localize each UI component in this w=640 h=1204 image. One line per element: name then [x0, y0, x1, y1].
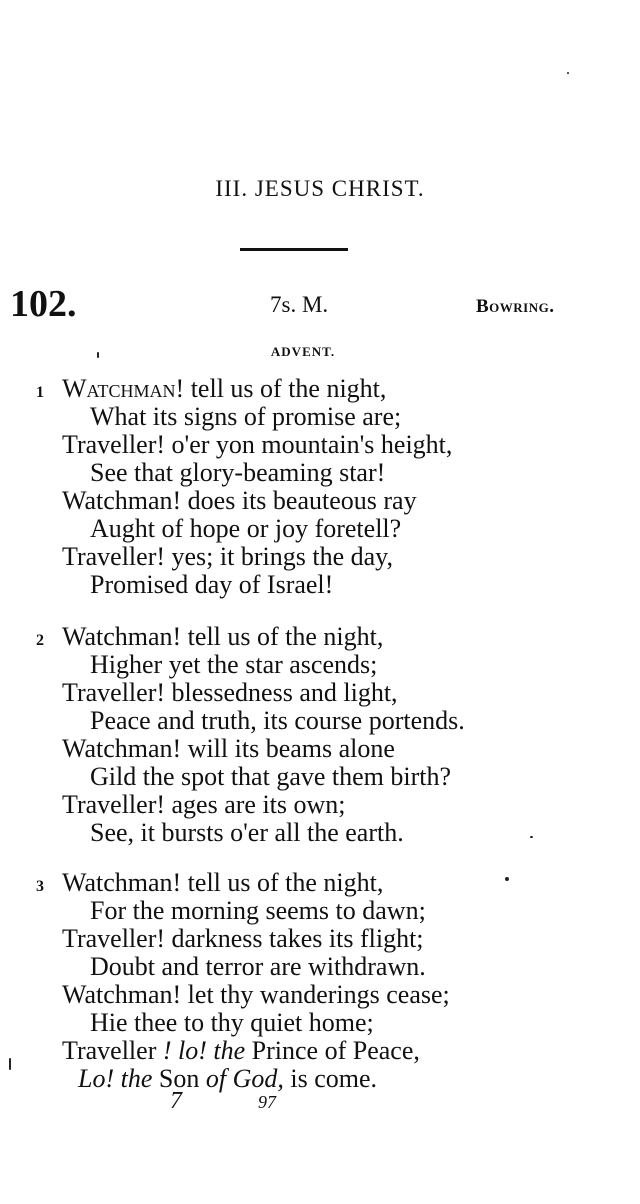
title-rule: [240, 248, 348, 251]
signature-mark: 7: [170, 1088, 182, 1114]
verse-line: Promised day of Israel!: [90, 570, 334, 599]
page-number: 97: [258, 1092, 276, 1112]
ink-speck: [505, 877, 509, 881]
verse-segment: Traveller: [62, 1036, 157, 1065]
verse-line: Aught of hope or joy foretell?: [90, 514, 402, 543]
verse-line: Traveller! darkness takes its flight;: [62, 924, 424, 953]
verse-segment: is come.: [290, 1064, 378, 1093]
verse-line: What its signs of promise are;: [90, 402, 402, 431]
first-word: Watchman: [62, 374, 176, 403]
verse-line: See that glory-beaming star!: [90, 458, 386, 487]
verse-line: [78, 1064, 377, 1094]
verse-line: Watchman! will its beams alone: [62, 734, 395, 763]
verse-line: Traveller! yes; it brings the day,: [62, 542, 393, 571]
verse-line: Traveller! o'er yon mountain's height,: [62, 430, 453, 459]
ink-speck: [530, 836, 533, 838]
hymn-meter: 7s. M.: [270, 292, 329, 317]
ink-speck: [567, 72, 569, 74]
ink-speck: [97, 352, 99, 358]
verse-line: Watchman! does its beauteous ray: [62, 486, 417, 515]
hymn-number: 102.: [10, 283, 77, 325]
verse-line: Peace and truth, its course portends.: [90, 706, 465, 735]
hymn-author: Bowring.: [476, 296, 555, 317]
verse-line: [62, 374, 386, 404]
verse-line: Traveller! blessedness and light,: [62, 678, 398, 707]
verse-line: Doubt and terror are withdrawn.: [90, 952, 426, 981]
stanza-number: 2: [36, 632, 44, 649]
verse-line: Hie thee to thy quiet home;: [90, 1008, 374, 1037]
verse-segment: Son: [158, 1064, 200, 1093]
verse-line: Watchman! tell us of the night,: [62, 868, 384, 897]
verse-line: For the morning seems to dawn;: [90, 896, 426, 925]
verse-line: Higher yet the star ascends;: [90, 650, 378, 679]
verse-line: Gild the spot that gave them birth?: [90, 762, 452, 791]
verse-line: Watchman! tell us of the night,: [62, 622, 384, 651]
section-title: III. JESUS CHRIST.: [215, 176, 425, 201]
verse-segment-italic: Lo! the: [78, 1064, 153, 1093]
verse-segment: Prince of Peace,: [251, 1036, 420, 1065]
verse-line: See, it bursts o'er all the earth.: [90, 818, 404, 847]
stanza-number: 1: [36, 384, 44, 401]
ink-speck: [9, 1058, 11, 1070]
verse-line-rest: ! tell us of the night,: [175, 374, 387, 403]
verse-line: Watchman! let thy wanderings cease;: [62, 980, 450, 1009]
stanza-number: 3: [36, 878, 44, 895]
verse-line: [62, 1036, 420, 1066]
verse-line: Traveller! ages are its own;: [62, 790, 346, 819]
verse-segment-italic: ! lo! the: [162, 1036, 246, 1065]
verse-segment-italic: of God,: [205, 1064, 284, 1093]
hymn-occasion: ADVENT.: [270, 344, 336, 359]
